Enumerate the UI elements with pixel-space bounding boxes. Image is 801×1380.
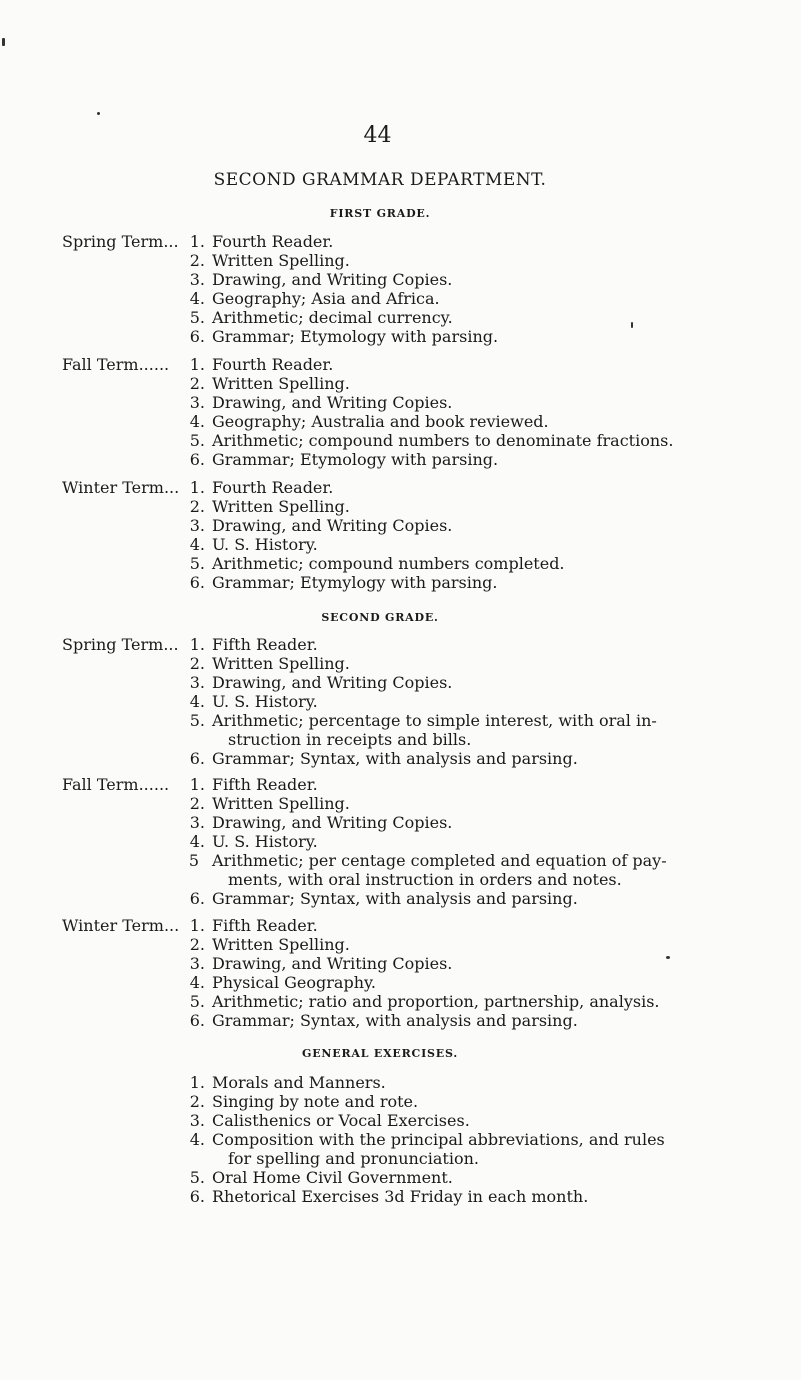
scan-speck xyxy=(2,38,5,46)
term-label: Spring Term... xyxy=(62,635,179,654)
scan-speck xyxy=(97,112,100,115)
term-label: Spring Term... xyxy=(62,232,179,251)
first-grade-heading: FIRST GRADE. xyxy=(329,207,431,220)
scan-speck xyxy=(666,956,670,959)
document-page: 44 SECOND GRAMMAR DEPARTMENT. FIRST GRADE. Spring Term... 1. Fourth Reader. 2. Written Spelling. 3. Drawing, and Writing Copies. 4. Geography; Asia and Africa. 5. Arithmetic; decimal currency. 6. Grammar; Etymology with parsing. Fall Term...... 1. Fourth Reader. 2. Written Spelling. 3. Drawing, and Writing Copies. 4. Geography; Australia and book reviewed. 5. Arithmetic; compound numbers to denominate fractions. 6. Grammar; Etymology with parsing. Winter Term... 1. Fourth Reader. 2. Written Spelling. 3. Drawing, and Writing Copies. 4. U. S. History. 5. Arithmetic; compound numbers completed. 6. Grammar; Etymylogy with parsing. SECOND GRADE. Spring Term... 1. Fifth Reader. 2. Written Spelling. 3. Drawing, and Writing Copies. 4. U. S. History. 5. Arithmetic; percentage to simple interest, with oral in- struction in receipts and bills. 6. Grammar; Syntax, with analysis and parsing. Fall Term...... 1. Fifth Reader. 2. Written Spelling. 3. Drawing, and Writing Copies. 4. U. S. History. 5 Arithmetic; per centage completed and equation of pay- ments, with oral instruction in orders and notes. 6. Grammar; Syntax, with analysis and parsing. Winter Term... 1. Fifth Reader. 2. Written Spelling. 3. Drawing, and Writing Copies. 4. Physical Geography. 5. Arithmetic; ratio and proportion, partnership, analysis. 6. Grammar; Syntax, with analysis and parsing. GENERAL EXERCISES. 1. Morals and Manners. 2. Singing by note and rote. 3. Calisthenics or Vocal Exercises. 4. Composition with the principal abbreviations, and rules for spelling and pronunciation. 5. Oral Home Civil Government. 6. Rhetorical Exercises 3d Friday in each month. xyxy=(0,0,801,1380)
term-label: Winter Term... xyxy=(62,916,180,935)
term-label: Winter Term... xyxy=(62,478,180,497)
general-exercises-heading: GENERAL EXERCISES. xyxy=(302,1047,458,1060)
department-title: SECOND GRAMMAR DEPARTMENT. xyxy=(213,170,547,190)
page-number: 44 xyxy=(363,123,392,148)
scan-speck xyxy=(631,322,633,328)
second-grade-heading: SECOND GRADE. xyxy=(321,611,439,624)
term-label: Fall Term...... xyxy=(62,355,170,374)
term-label: Fall Term...... xyxy=(62,775,170,794)
